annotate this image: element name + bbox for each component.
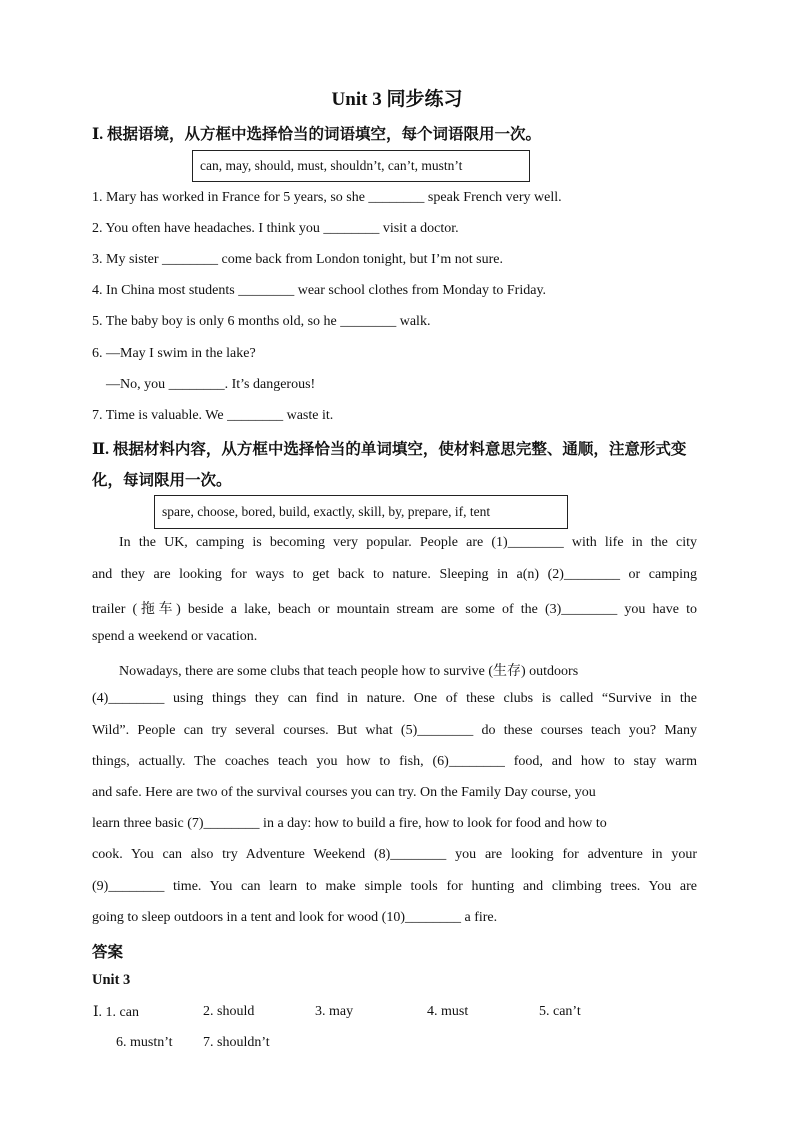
passage-line: going to sleep outdoors in a tent and look for wood (10)________ a fire. [92,910,498,925]
passage-line: and safe. Here are two of the survival courses you can try. On the Family Day course, you [92,785,596,800]
question-6: 6. —May I swim in the lake? [92,346,256,361]
question-6-reply: —No, you ________. It’s dangerous! [106,377,316,392]
passage-line: learn three basic (7)________ in a day: how to build a fire, how to look for food and how to [92,816,607,831]
passage-line: In the UK, camping is becoming very popular. People are (1)________ with life in the city [119,535,697,550]
page-title: Unit 3 同步练习 [331,89,463,110]
section2-heading-line1: Ⅱ. 根据材料内容，从方框中选择恰当的单词填空，使材料意思完整、通顺，注意形式变 [92,441,687,458]
section2-heading-line2: 化，每词限用一次。 [92,472,232,489]
passage-line: trailer (拖车) beside a lake, beach or mountain stream are some of the (3)________ you have to [92,602,697,617]
question-5: 5. The baby boy is only 6 months old, so he ________ walk. [92,314,431,329]
answer-item: 2. should [203,1004,255,1019]
answers-heading: 答案 [92,944,124,961]
passage-line: (4)________ using things they can find in nature. One of these clubs is called “Survive in the [92,691,697,706]
passage-line: spend a weekend or vacation. [92,629,258,644]
passage-line: cook. You can also try Adventure Weekend (8)________ you are looking for adventure in your [92,847,697,862]
passage-line: Wild”. People can try several courses. But what (5)________ do these courses teach you? Many [92,723,697,738]
question-1: 1. Mary has worked in France for 5 years, so she ________ speak French very well. [92,190,562,205]
question-4: 4. In China most students ________ wear school clothes from Monday to Friday. [92,283,547,298]
answer-item: 7. shouldn’t [203,1035,270,1050]
passage-line: (9)________ time. You can learn to make simple tools for hunting and climbing trees. You are [92,879,697,894]
answer-item: 5. can’t [539,1004,581,1019]
answer-item: Ⅰ. 1. can [93,1005,139,1020]
answers-unit-label: Unit 3 [92,972,131,988]
passage-line: things, actually. The coaches teach you how to fish, (6)________ food, and how to stay warm [92,754,697,769]
section1-word-box: can, may, should, must, shouldn’t, can’t, mustn’t [192,150,530,182]
passage-line: and they are looking for ways to get back to nature. Sleeping in a(n) (2)________ or camping [92,567,697,582]
section2-word-box: spare, choose, bored, build, exactly, skill, by, prepare, if, tent [154,495,568,529]
passage-line: Nowadays, there are some clubs that teach people how to survive (生存) outdoors [119,664,579,679]
question-2: 2. You often have headaches. I think you ________ visit a doctor. [92,221,459,236]
section1-heading: Ⅰ. 根据语境，从方框中选择恰当的词语填空，每个词语限用一次。 [92,126,542,143]
question-7: 7. Time is valuable. We ________ waste it. [92,408,334,423]
answer-item: 3. may [315,1004,354,1019]
answer-item: 4. must [427,1004,469,1019]
answer-item: 6. mustn’t [116,1035,173,1050]
question-3: 3. My sister ________ come back from London tonight, but I’m not sure. [92,252,503,267]
